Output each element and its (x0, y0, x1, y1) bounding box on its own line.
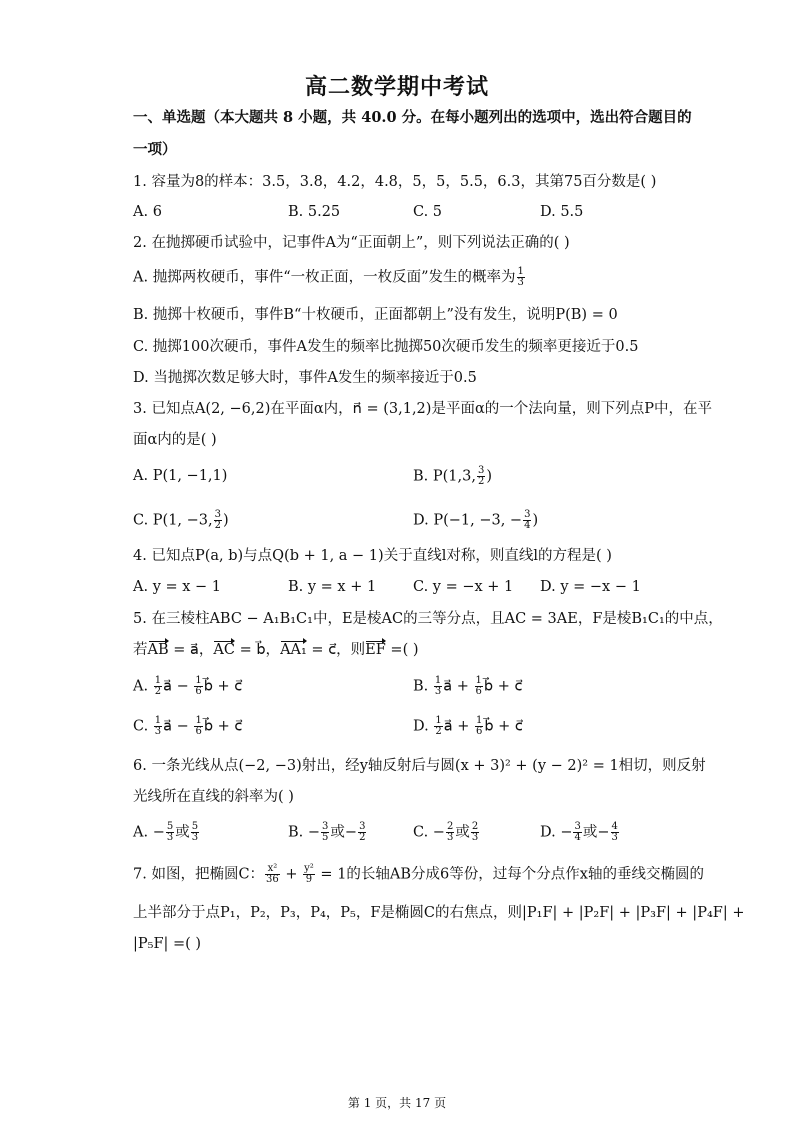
vector-ab: AB (147, 642, 169, 658)
vector-ef: EF (365, 642, 386, 658)
section-heading-cont: 一项） (133, 141, 177, 158)
vector-aa1: AA₁ (280, 642, 307, 658)
question-6-stem-cont: 光线所在直线的斜率为( ) (133, 789, 294, 805)
section-heading: 一、单选题（本大题共 8 小题，共 40.0 分。在每小题列出的选项中，选出符合题目的 (133, 109, 692, 126)
q2-option-a-text: A. 抛掷两枚硬币，事件“一枚正面，一枚反面”发生的概率为 (133, 269, 516, 286)
fraction: $\frac{3}{2}$ (477, 465, 485, 487)
question-7-stem: 7. 如图，把椭圆C： $\frac{\text{x²}}{36}$ + $\frac{\text{y²}}{9}$ = 1的长轴AB分成6等份，过每个分点作x轴的垂线交椭圆的 (133, 863, 704, 885)
q3-option-c: C. P(1, −3, $\frac{3}{2}$ ) (133, 509, 229, 531)
q2-option-c: C. 抛掷100次硬币，事件A发生的频率比抛掷50次硬币发生的频率更接近于0.5 (133, 339, 639, 355)
fraction: $\frac{\text{y²}}{9}$ (304, 863, 314, 885)
q1-option-b: B. 5.25 (288, 204, 341, 220)
q3-option-b: B. P(1,3, $\frac{3}{2}$ ) (413, 465, 493, 487)
q4-option-a: A. y = x − 1 (133, 579, 222, 595)
fraction: $\frac{3}{2}$ (214, 509, 222, 531)
q6-option-b: B. − $\frac{3}{5}$ 或− $\frac{3}{2}$ (288, 821, 366, 843)
page-footer: 第 1 页，共 17 页 (347, 1096, 447, 1110)
page-title: 高二数学期中考试 (304, 74, 489, 100)
q1-option-a: A. 6 (133, 204, 162, 220)
question-7-stem-cont: 上半部分于点P₁，P₂，P₃，P₄，P₅，F是椭圆C的右焦点，则|P₁F| + |P₂F| + |P₃F| + |P₄F| + (133, 905, 745, 921)
q5-option-d: D. $\frac{1}{2}$ a⃗ + $\frac{1}{6}$ b⃗ + c⃗ (413, 715, 523, 737)
q4-option-b: B. y = x + 1 (288, 579, 377, 595)
q2-option-a (133, 267, 526, 288)
question-1-stem: 1. 容量为8的样本：3.5，3.8，4.2，4.8，5，5，5.5，6.3，其第75百分数是( ) (133, 174, 657, 190)
q3-option-d: D. P(−1, −3, − $\frac{3}{4}$ ) (413, 509, 539, 531)
q6-option-c: C. − $\frac{2}{3}$ 或 $\frac{2}{3}$ (413, 821, 479, 843)
question-5-stem: 5. 在三棱柱ABC − A₁B₁C₁中，E是棱AC的三等分点，且AC = 3AE，F是棱B₁C₁的中点， (133, 611, 723, 627)
fraction: $\frac{3}{4}$ (524, 509, 531, 531)
vector-ac: AC (213, 642, 235, 658)
fraction: $\frac{\text{x²}}{36}$ (266, 863, 279, 885)
q3-option-a: A. P(1, −1,1) (133, 468, 228, 484)
q2-option-b: B. 抛掷十枚硬币，事件B“十枚硬币，正面都朝上”没有发生，说明P(B) = 0 (133, 307, 618, 323)
fraction: $\frac{1}{3}$ (517, 266, 524, 288)
q4-option-c: C. y = −x + 1 (413, 579, 514, 595)
question-6-stem: 6. 一条光线从点(−2, −3)射出，经y轴反射后与圆(x + 3)² + (y − 2)² = 1相切，则反射 (133, 758, 706, 774)
q6-option-a: A. − $\frac{5}{3}$ 或 $\frac{5}{3}$ (133, 821, 199, 843)
question-7-stem-end: |P₅F| =( ) (133, 936, 202, 952)
q2-option-d: D. 当抛掷次数足够大时，事件A发生的频率接近于0.5 (133, 370, 477, 386)
question-5-stem-cont: 若AB = a⃗，AC = b⃗，AA₁ = c⃗，则EF =( ) (133, 642, 419, 658)
q5-option-b: B. $\frac{1}{3}$ a⃗ + $\frac{1}{6}$ b⃗ + c⃗ (413, 675, 523, 697)
question-3-stem: 3. 已知点A(2, −6,2)在平面α内，n⃗ = (3,1,2)是平面α的一个法向量，则下列点P中，在平 (133, 401, 712, 417)
question-4-stem: 4. 已知点P(a, b)与点Q(b + 1, a − 1)关于直线l对称，则直线l的方程是( ) (133, 548, 612, 564)
question-2-stem: 2. 在抛掷硬币试验中，记事件A为“正面朝上”，则下列说法正确的( ) (133, 235, 570, 251)
q6-option-d: D. − $\frac{3}{4}$ 或− $\frac{4}{3}$ (540, 821, 618, 843)
question-3-stem-cont: 面α内的是( ) (133, 432, 217, 448)
q1-option-d: D. 5.5 (540, 204, 584, 220)
q5-option-c: C. $\frac{1}{3}$ a⃗ − $\frac{1}{6}$ b⃗ + c⃗ (133, 715, 243, 737)
q5-option-a: A. $\frac{1}{2}$ a⃗ − $\frac{1}{6}$ b⃗ + c⃗ (133, 675, 243, 697)
q4-option-d: D. y = −x − 1 (540, 579, 641, 595)
q1-option-c: C. 5 (413, 204, 443, 220)
